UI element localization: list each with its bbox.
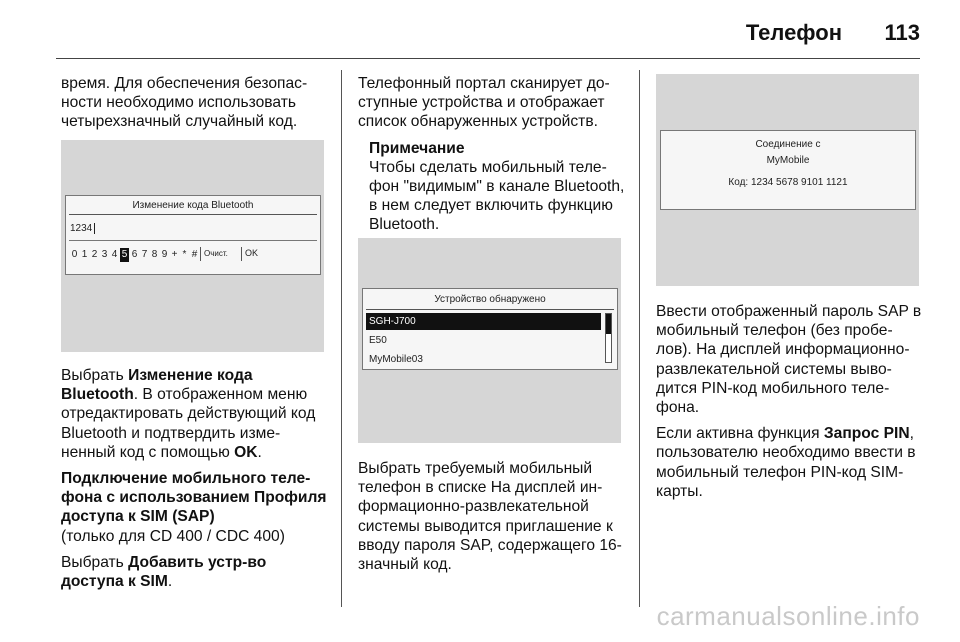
digit-key[interactable]: 3 <box>101 249 108 260</box>
column-2-lower <box>358 459 626 581</box>
col1-paragraph-1: время. Для обеспечения безопасности необходимо использовать четырехзначный случайный код. <box>61 75 308 131</box>
column-2 <box>358 74 626 242</box>
digit-key[interactable]: 8 <box>151 249 158 260</box>
digit-key[interactable]: 4 <box>111 249 118 260</box>
digit-key[interactable]: 1 <box>81 249 88 260</box>
connection-device-name: MyMobile <box>766 155 810 166</box>
sep-before-ok <box>241 247 242 261</box>
clear-button[interactable]: Очист. <box>204 249 228 258</box>
screen-title: Изменение кода Bluetooth <box>132 200 254 211</box>
entered-code: 1234 <box>70 223 95 234</box>
device-item[interactable]: MyMobile03 <box>369 354 423 365</box>
digit-key[interactable]: 0 <box>71 249 78 260</box>
title-rule <box>366 309 614 310</box>
connection-display <box>660 130 916 210</box>
entry-rule <box>69 240 317 241</box>
section-heading: Подключение мобильного телефона с использованием Профиля доступа к SIM (SAP) <box>61 470 327 526</box>
device-item-selected[interactable]: SGH-J700 <box>366 313 601 330</box>
scrollbar-thumb[interactable] <box>606 314 611 334</box>
col2-paragraph-2: Выбрать требуемый мобильный телефон в списке На дисплей информационно-развлекательной системы выводится приглашение к вводу пароля SAP, содержащего 16-значный код. <box>358 460 622 574</box>
watermark: carmanualsonline.info <box>656 601 920 631</box>
connection-code: Код: 1234 5678 9101 1121 <box>728 177 848 188</box>
col1-paragraph-3: Выбрать Добавить устр-во доступа к SIM. <box>61 553 267 591</box>
digit-key[interactable]: + <box>171 249 178 260</box>
digit-key[interactable]: 2 <box>91 249 98 260</box>
header-rule <box>56 58 920 59</box>
column-divider-2 <box>639 70 640 607</box>
ok-button[interactable]: OK <box>245 248 259 258</box>
device-found-display <box>362 288 618 370</box>
digit-key[interactable]: 7 <box>141 249 148 260</box>
digit-key[interactable]: # <box>191 249 198 260</box>
digit-key[interactable]: 6 <box>131 249 138 260</box>
page-header <box>0 0 960 60</box>
title-rule <box>69 214 317 215</box>
list-scrollbar[interactable] <box>605 313 612 363</box>
col3-paragraph-2: Если активна функция Запрос PIN, пользователю необходимо ввести в мобильный телефон PIN-код SIM-карты. <box>656 425 916 500</box>
note-block <box>369 139 626 235</box>
connection-line-1: Соединение с <box>755 139 821 150</box>
column-3 <box>656 302 922 508</box>
digit-key[interactable]: * <box>182 249 187 260</box>
page-title: Телефон <box>745 20 842 45</box>
note-title: Примечание <box>369 139 465 157</box>
screen-title: Устройство обнаружено <box>434 294 546 305</box>
models-note: (только для CD 400 / CDC 400) <box>61 527 285 545</box>
column-1 <box>61 74 327 139</box>
device-item[interactable]: E50 <box>369 335 387 346</box>
bluetooth-code-display <box>65 195 321 275</box>
digit-key[interactable]: 9 <box>161 249 168 260</box>
column-divider-1 <box>341 70 342 607</box>
col3-paragraph-1: Ввести отображенный пароль SAP в мобильный телефон (без пробелов). На дисплей информационно-развлекательной системы выводится PIN-код мобильного телефона. <box>656 303 922 417</box>
device-found-screen <box>358 238 621 443</box>
digit-key-selected[interactable]: 5 <box>121 249 128 260</box>
col2-paragraph-1: Телефонный портал сканирует доступные устройства и отображает список обнаруженных устройств. <box>358 75 610 131</box>
col1-paragraph-2: Выбрать Изменение кода Bluetooth. В отображенном меню отредактировать действующий код Bluetooth и подтвердить измененный код с помощью OK. <box>61 367 316 461</box>
connection-screen <box>656 74 919 286</box>
note-text: Чтобы сделать мобильный телефон "видимым" в канале Bluetooth, в нем следует включить функцию Bluetooth. <box>369 158 625 234</box>
sep-before-clear <box>200 247 201 261</box>
bluetooth-code-screen <box>61 140 324 352</box>
column-1-lower <box>61 366 329 598</box>
page-number: 113 <box>884 20 920 45</box>
